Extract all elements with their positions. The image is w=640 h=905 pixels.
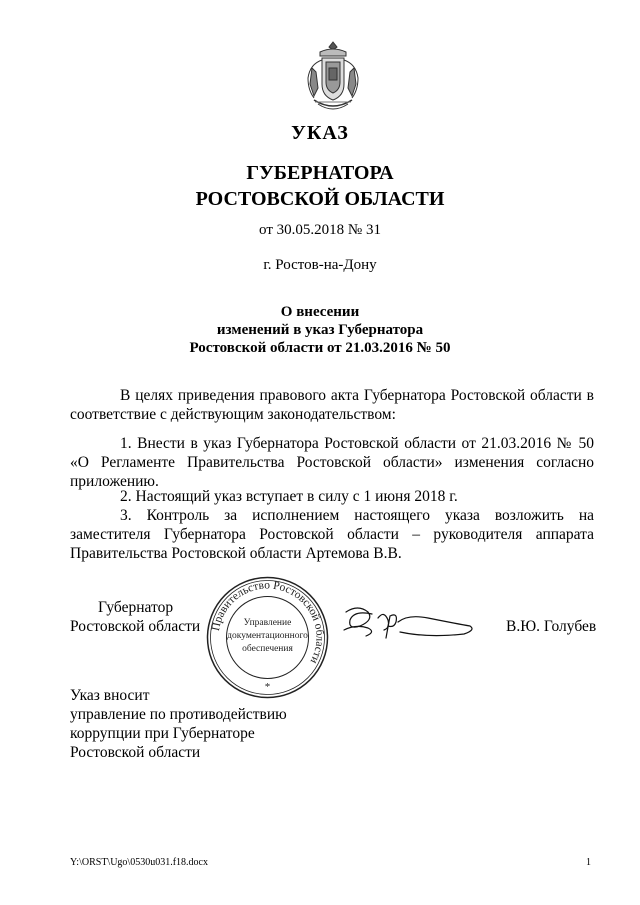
document-subject [0,303,640,357]
issuer-line-1: ГУБЕРНАТОРА [246,162,394,184]
subject-line-3: Ростовской области от 21.03.2016 № 50 [189,340,451,356]
stamp-star: * [264,681,271,693]
subject-line-2: изменений в указ Губернатора [216,322,424,338]
coat-of-arms-icon [300,38,366,116]
page-number: 1 [586,857,591,868]
signatory-position-line-1: Губернатор [98,599,174,616]
document-title: УКАЗ [291,122,349,144]
submitter-line-4: Ростовской области [70,744,201,761]
issuer-title [0,160,640,212]
document-city: г. Ростов-на-Дону [263,257,377,273]
stamp-center-line-2: документационного [227,631,308,641]
stamp-ring-text: Правительство Ростовской области [209,579,326,666]
subject-line-1: О внесении [280,304,360,320]
signatory-name: В.Ю. Голубев [506,618,597,635]
intro-paragraph: В целях приведения правового акта Губернатора Ростовской области в соответствие с действующим законодательством: [70,387,594,423]
submitter-line-1: Указ вносит [70,687,150,704]
item-1-paragraph: 1. Внести в указ Губернатора Ростовской области от 21.03.2016 № 50 «О Регламенте Правительства Ростовской области» изменения согласно приложению. [70,435,594,490]
submitter-line-2: управление по противодействию [70,706,287,723]
signatory-position-line-2: Ростовской области [70,618,201,635]
stamp-center-line-1: Управление [243,618,292,628]
document-date-number: от 30.05.2018 № 31 [259,222,381,238]
official-stamp [205,575,330,700]
footer-file-path: Y:\ORST\Ugo\0530u031.f18.docx [70,857,208,868]
handwritten-signature [338,598,478,648]
item-3-paragraph: 3. Контроль за исполнением настоящего указа возложить на заместителя Губернатора Ростовской области – руководителя аппарата Правительства Ростовской области Артемова В.В. [70,507,594,562]
issuer-line-2: РОСТОВСКОЙ ОБЛАСТИ [195,188,445,210]
stamp-center-line-3: обеспечения [242,644,293,654]
item-2-paragraph: 2. Настоящий указ вступает в силу с 1 июня 2018 г. [120,488,458,505]
submitter-line-3: коррупции при Губернаторе [70,725,255,742]
submitter-block [70,686,287,762]
